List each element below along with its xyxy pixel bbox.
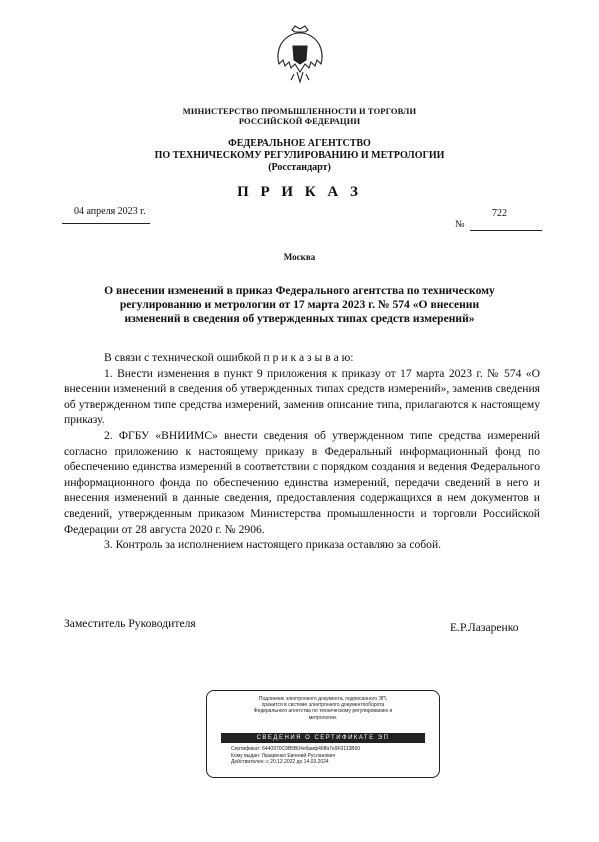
subject-line-3: изменений в сведения об утвержденных типах средств измерений» <box>124 312 475 325</box>
agency-line-1: ФЕДЕРАЛЬНОЕ АГЕНТСТВО <box>228 138 371 149</box>
ministry-name <box>0 106 599 126</box>
date-underline <box>62 223 150 224</box>
body-item-2: 2. ФГБУ «ВНИИМС» внести сведения об утвержденном типе средства измерений согласно приложению к настоящему приказу в Федеральный информационный фонд по обеспечению единства измерений в соответствии с порядком создания и ведения Федерального информационного фонда по обеспечению единства измерений, передачи сведений в него и внесения изменений в данные сведения, предоставления содержащихся в нем документов и сведений, утвержденным приказом Министерства промышленности и торговли Российской Федерации от 28 августа 2020 г. № 2906. <box>64 428 540 536</box>
stamp-certificate-bar: СВЕДЕНИЯ О СЕРТИФИКАТЕ ЭП <box>221 733 425 743</box>
ministry-line-2: РОССИЙСКОЙ ФЕДЕРАЦИИ <box>238 116 361 126</box>
stamp-certificate-details <box>231 746 360 766</box>
body-item-3: 3. Контроль за исполнением настоящего приказа оставляю за собой. <box>104 538 442 552</box>
agency-line-3: (Росстандарт) <box>268 162 331 173</box>
stamp-owner: Кому выдан: Лазаренко Евгений Русланович <box>231 752 336 759</box>
stamp-notice <box>207 696 439 721</box>
stamp-line-3: Федерального агентства по техническому регулированию и <box>253 708 393 715</box>
order-number: 722 <box>492 208 507 219</box>
agency-line-2: ПО ТЕХНИЧЕСКОМУ РЕГУЛИРОВАНИЮ И МЕТРОЛОГИИ <box>154 150 445 161</box>
stamp-certificate: Сертификат: 6440970С9B5B04ебаиф46ffa7e9F0113B00 <box>231 746 361 752</box>
stamp-line-4: метрологии. <box>308 714 338 721</box>
ministry-line-1: МИНИСТЕРСТВО ПРОМЫШЛЕННОСТИ И ТОРГОВЛИ <box>182 106 417 116</box>
signatory-position: Заместитель Руководителя <box>64 617 196 630</box>
signatory-name: Е.Р.Лазаренко <box>450 621 519 634</box>
stamp-validity: Действителен: с 20.12.2022 до 14.03.2024 <box>231 759 329 766</box>
body-intro: В связи с технической ошибкой п р и к а з ы в а ю: <box>104 351 354 364</box>
document-title: П Р И К А З <box>237 184 362 200</box>
order-date: 04 апреля 2023 г. <box>74 206 146 217</box>
number-underline <box>470 230 542 231</box>
agency-name <box>0 138 599 174</box>
stamp-line-2: хранится в системе электронного документооборота <box>261 702 385 709</box>
body-item-1: 1. Внести изменения в пункт 9 приложения к приказу от 17 марта 2023 г. № 574 «О внесении изменений в сведения об утвержденных типах средств измерений», заменив сведения об утвержденном типе средства измерений, заменив описание типа, прилагаются к настоящему приказу. <box>64 366 540 427</box>
subject-line-2: регулированию и метрологии от 17 марта 2023 г. № 574 «О внесении <box>119 298 480 311</box>
order-subject <box>0 284 599 326</box>
subject-line-1: О внесении изменений в приказ Федерального агентства по техническому <box>104 284 495 297</box>
stamp-line-1: Подлинник электронного документа, подписанного ЭП, <box>258 696 388 702</box>
number-sign: № <box>455 219 465 230</box>
electronic-signature-stamp <box>206 690 440 778</box>
city: Москва <box>283 252 316 262</box>
order-body <box>64 350 540 553</box>
coat-of-arms-emblem <box>273 24 327 86</box>
